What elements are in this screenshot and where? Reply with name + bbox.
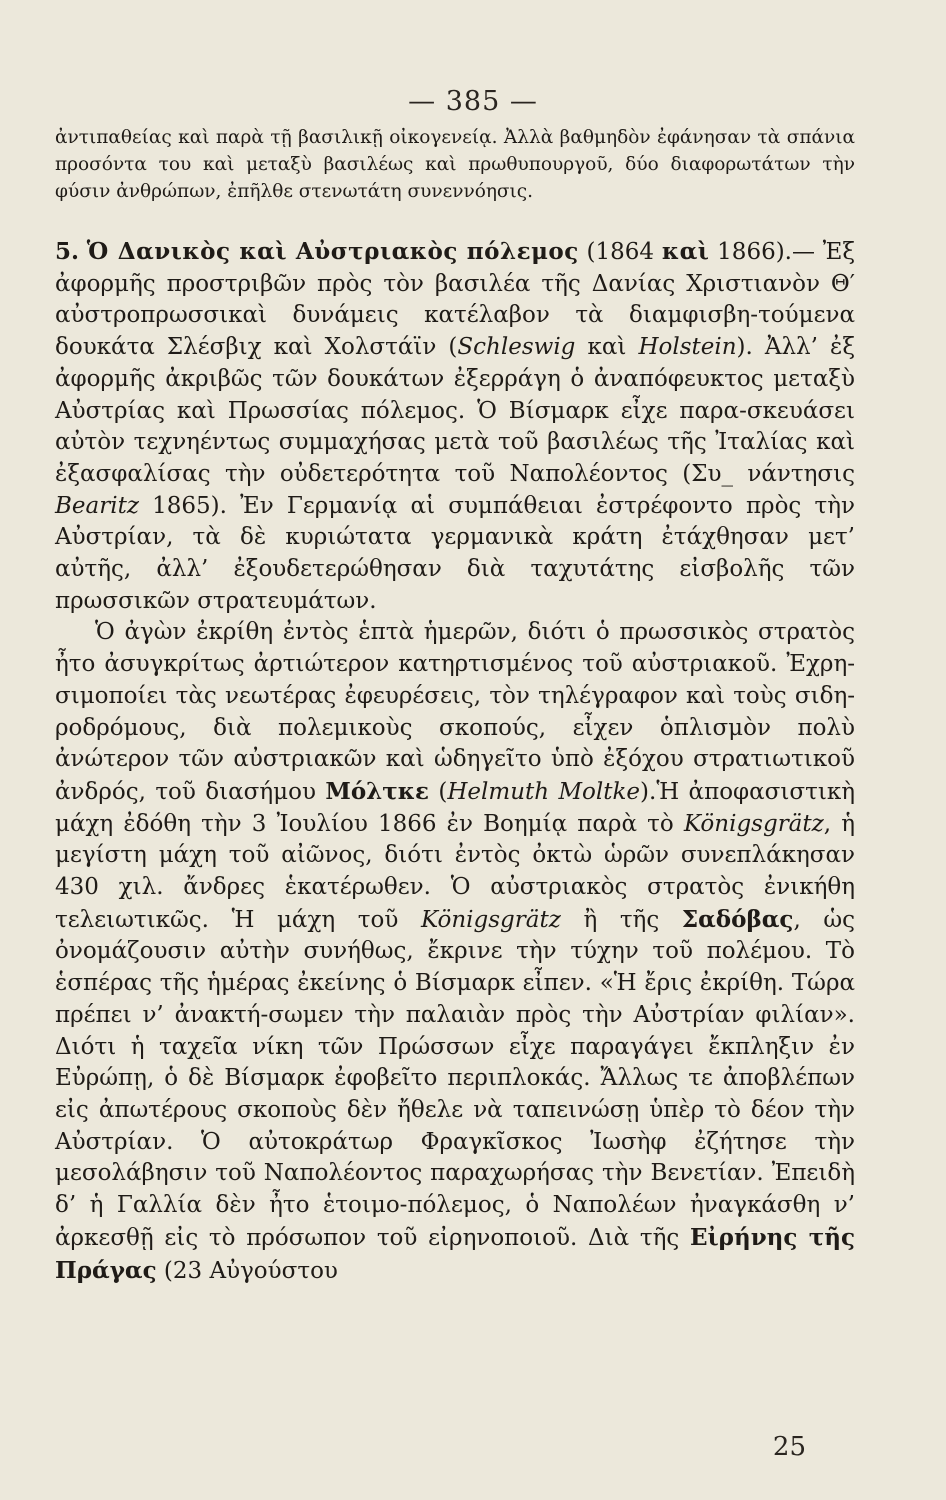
place-sadova: Σαδόβας — [681, 905, 794, 933]
paragraph-2 — [55, 617, 855, 1287]
p2-text-f: , ὡς ὀνομάζουσιν αὐτὴν συνήθως, ἔκρινε τὴν τύχην τοῦ πολέμου. Τὸ ἑσπέρας τῆς ἡμέρας ἐκείνης ὁ Βίσμαρκ εἶπεν. «Ἡ ἔρις ἐκρίθη. Τώρα πρέπει ν’ ἀνακτή-σωμεν τὴν παλαιὰν πρὸς τὴν Αὐστρίαν φιλίαν». Διότι ἡ ταχεῖα νίκη τῶν Πρώσσων εἶχε παραγάγει ἔκπληξιν ἐν Εὐρώπῃ, ὁ δὲ Βίσμαρκ ἐφοβεῖτο περιπλοκάς. Ἄλλως τε ἀποβλέπων εἰς ἀπωτέρους σκοποὺς δὲν ἤθελε νὰ ταπεινώσῃ ὑπὲρ τὸ δέον τὴν Αὐστρίαν. Ὁ αὐτοκράτωρ Φραγκῖσκος Ἰωσὴφ ἐζήτησε τὴν μεσολάβησιν τοῦ Ναπολέοντος παραχωρήσας τὴν Βενετίαν. Ἐπειδὴ δ’ ἡ Γαλλία δὲν ἦτο ἑτοιμο-πόλεμος, ὁ Ναπολέων ἠναγκάσθη ν’ ἀρκεσθῇ εἰς τὸ πρόσωπον τοῦ εἰρηνοποιοῦ. Διὰ τῆς — [55, 906, 855, 1251]
section-text-2: ). Ἀλλ’ ἐξ ἀφορμῆς ἀκριβῶς τῶν δουκάτων ἐξερράγη ὁ ἀναπόφευκτος μεταξὺ Αὐστρίας καὶ Πρωσσίας πόλεμος. Ὁ Βίσμαρκ εἶχε παρα-σκευάσει αὐτὸν τεχνηέντως συμμαχήσας μετὰ τοῦ βασιλέως τῆς Ἰταλίας καὶ ἐξασφαλίσας τὴν οὐδετερότητα τοῦ Ναπολέοντος (Συ_ νάντησις — [55, 334, 855, 487]
place-konigsgratz-2: Königsgrätz — [420, 906, 561, 933]
p2-text-a: Ὁ ἀγὼν ἐκρίθη ἐντὸς ἑπτὰ ἡμερῶν, διότι ὁ πρωσσικὸς στρατὸς ἦτο ἀσυγκρίτως ἀρτιώτερον κατηρτισμένος τοῦ αὐστριακοῦ. Ἐχρη-σιμοποίει τὰς νεωτέρας ἐφευρέσεις, τὸν τηλέγραφον καὶ τοὺς σιδη-ροδρόμους, διὰ πολεμικοὺς σκοπούς, εἶχεν ὁπλισμὸν πολὺ ἀνώτερον τῶν αὐστριακῶν καὶ ὡδηγεῖτο ὑπὸ ἐξόχου στρατιωτικοῦ ἀνδρός, τοῦ διασήμου — [55, 619, 855, 805]
place-konigsgratz-1: Königsgrätz — [683, 810, 824, 837]
p2-text-c: ).Ἡ ἀποφασιστικὴ μάχη ἐδόθη τὴν 3 Ἰουλίου 1866 ἐν Βοημίᾳ παρὰ τὸ — [55, 778, 855, 837]
p2-text-g: (23 Αὐγούστου — [156, 1257, 338, 1284]
peace-of-prague: Εἰρήνης τῆς Πράγας — [55, 1223, 855, 1284]
section-text-3: 1865). Ἐν Γερμανίᾳ αἱ συμπάθειαι ἐστρέφοντο πρὸς τὴν Αὐστρίαν, τὰ δὲ κυριώτατα γερμανικὰ κράτη ἐτάχθησαν μετ’ αὐτῆς, ἀλλ’ ἐξουδετερώθησαν διὰ ταχυτάτης εἰσβολῆς τῶν πρωσσικῶν στρατευμάτων. — [55, 492, 855, 614]
main-text — [55, 236, 855, 1287]
name-moltke: Μόλτκε — [325, 777, 429, 805]
section-dates-start: (1864 — [586, 239, 655, 265]
term-holstein: Holstein — [638, 334, 737, 361]
name-helmuth-moltke: Helmuth Moltke — [447, 778, 641, 805]
term-schleswig: Schleswig — [457, 334, 576, 361]
p2-text-b: ( — [428, 778, 448, 805]
intro-paragraph: ἀντιπαθείας καὶ παρὰ τῇ βασιλικῇ οἰκογενείᾳ. Ἀλλὰ βαθμηδὸν ἐφάνησαν τὰ σπάνια προσόντα του καὶ μεταξὺ βασιλέως καὶ πρωθυπουργοῦ, δύο διαφορωτάτων τὴν φύσιν ἀνθρώπων, ἐπῆλθε στενωτάτη συνεννόησις. — [55, 127, 855, 202]
p2-text-d: , ἡ μεγίστη μάχη τοῦ αἰῶνος, διότι ἐντὸς ὀκτὼ ὡρῶν συνεπλάκησαν 430 χιλ. ἄνδρες ἑκατέρωθεν. Ὁ αὐστριακὸς στρατὸς ἐνικήθη τελειωτικῶς. Ἡ μάχη τοῦ — [55, 810, 856, 933]
section-paragraph — [55, 236, 855, 617]
section-dates-and: καὶ — [661, 238, 710, 265]
signature-mark: 25 — [772, 1432, 806, 1462]
page-number: — 385 — — [408, 86, 538, 117]
term-bearitz: Bearitz — [55, 492, 139, 519]
section-text-kai: καὶ — [575, 334, 639, 361]
section-title: Ὁ Δανικὸς καὶ Αὐστριακὸς πόλεμος — [86, 238, 579, 265]
p2-text-e: ἢ τῆς — [560, 906, 682, 933]
section-dates-end: 1866). — [717, 239, 792, 265]
section-text-1: — Ἐξ ἀφορμῆς προστριβῶν πρὸς τὸν βασιλέα τῆς Δανίας Χριστιανὸν Θ′ αὐστροπρωσσικαὶ δυνάμεις κατέλαβον τὰ διαμφισβη-τούμενα δουκάτα Σλέσβιχ καὶ Χολστάϊν ( — [55, 239, 856, 361]
section-number: 5. — [55, 238, 80, 265]
